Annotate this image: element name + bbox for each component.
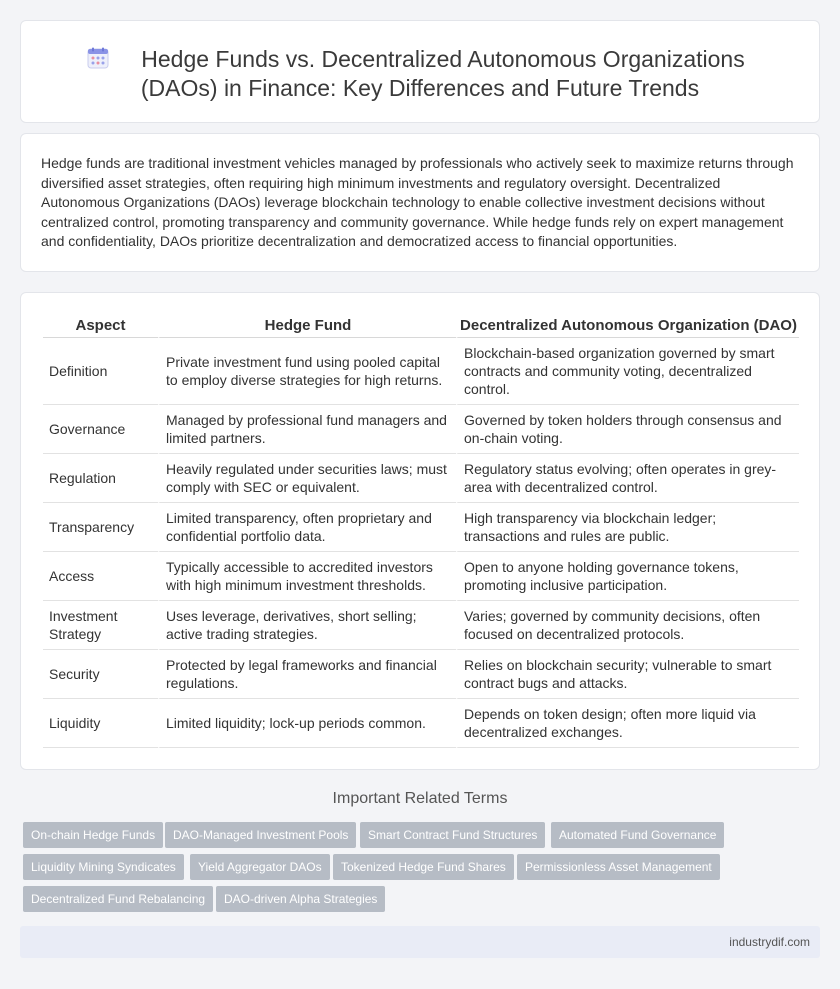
intro-paragraph: Hedge funds are traditional investment vehicles managed by professionals who actively seek to maximize returns through diversified asset strategies, often requiring high minimum investments and regulatory oversight. Decentralized Autonomous Organizations (DAOs) leverage blockchain technology to enable collective investment decisions without centralized control, promoting transparency and community governance. While hedge funds rely on expert management and confidentiality, DAOs prioritize decentralization and democratized access to financial opportunities. xyxy=(41,155,794,250)
dao-cell: Regulatory status evolving; often operates in grey-area with decentralized control. xyxy=(456,454,799,503)
related-terms-heading: Important Related Terms xyxy=(332,790,508,807)
related-tag[interactable]: On-chain Hedge Funds xyxy=(23,822,163,848)
hedge-fund-cell: Uses leverage, derivatives, short selling; active trading strategies. xyxy=(158,601,456,650)
aspect-cell: Transparency xyxy=(43,503,158,552)
header-hedge-fund: Hedge Fund xyxy=(158,313,456,338)
aspect-cell: Security xyxy=(43,650,158,699)
dao-cell: Governed by token holders through consensus and on-chain voting. xyxy=(456,405,799,454)
page-title xyxy=(21,45,819,103)
page-title-line2: (DAOs) in Finance: Key Differences and Future Trends xyxy=(140,75,700,101)
hedge-fund-cell: Managed by professional fund managers and limited partners. xyxy=(158,405,456,454)
table-row xyxy=(43,650,799,699)
related-tag[interactable]: Automated Fund Governance xyxy=(551,822,724,848)
table-row xyxy=(43,503,799,552)
footer-bar xyxy=(20,926,820,958)
table-row xyxy=(43,699,799,748)
table-row xyxy=(43,601,799,650)
related-tag[interactable]: Permissionless Asset Management xyxy=(517,854,720,880)
page-title-line1: Hedge Funds vs. Decentralized Autonomous Organizations xyxy=(141,46,745,72)
table-header-row xyxy=(43,313,799,338)
aspect-cell: Investment Strategy xyxy=(43,601,158,650)
header-dao: Decentralized Autonomous Organization (DAO) xyxy=(456,313,799,338)
aspect-cell: Governance xyxy=(43,405,158,454)
dao-cell: Open to anyone holding governance tokens, promoting inclusive participation. xyxy=(456,552,799,601)
dao-cell: Varies; governed by community decisions, often focused on decentralized protocols. xyxy=(456,601,799,650)
hedge-fund-cell: Protected by legal frameworks and financial regulations. xyxy=(158,650,456,699)
title-card xyxy=(20,20,820,123)
aspect-cell: Regulation xyxy=(43,454,158,503)
intro-card xyxy=(20,133,820,272)
related-tag[interactable]: DAO-driven Alpha Strategies xyxy=(216,886,385,912)
dao-cell: Blockchain-based organization governed by smart contracts and community voting, decentralized control. xyxy=(456,338,799,405)
related-tag[interactable]: Decentralized Fund Rebalancing xyxy=(23,886,213,912)
hedge-fund-cell: Typically accessible to accredited investors with high minimum investment thresholds. xyxy=(158,552,456,601)
comparison-table xyxy=(43,313,799,748)
related-tag[interactable]: Yield Aggregator DAOs xyxy=(190,854,330,880)
dao-cell: High transparency via blockchain ledger; transactions and rules are public. xyxy=(456,503,799,552)
aspect-cell: Liquidity xyxy=(43,699,158,748)
table-row xyxy=(43,454,799,503)
table-row xyxy=(43,405,799,454)
dao-cell: Depends on token design; often more liquid via decentralized exchanges. xyxy=(456,699,799,748)
related-tag[interactable]: DAO-Managed Investment Pools xyxy=(165,822,356,848)
related-tag[interactable]: Smart Contract Fund Structures xyxy=(360,822,545,848)
hedge-fund-cell: Heavily regulated under securities laws; must comply with SEC or equivalent. xyxy=(158,454,456,503)
dao-cell: Relies on blockchain security; vulnerable to smart contract bugs and attacks. xyxy=(456,650,799,699)
hedge-fund-cell: Limited transparency, often proprietary and confidential portfolio data. xyxy=(158,503,456,552)
table-row xyxy=(43,338,799,405)
table-row xyxy=(43,552,799,601)
comparison-card xyxy=(20,292,820,770)
footer-site[interactable]: industrydif.com xyxy=(729,935,810,949)
aspect-cell: Definition xyxy=(43,338,158,405)
hedge-fund-cell: Limited liquidity; lock-up periods common. xyxy=(158,699,456,748)
related-tag[interactable]: Tokenized Hedge Fund Shares xyxy=(333,854,514,880)
aspect-cell: Access xyxy=(43,552,158,601)
hedge-fund-cell: Private investment fund using pooled capital to employ diverse strategies for high returns. xyxy=(158,338,456,405)
related-tag[interactable]: Liquidity Mining Syndicates xyxy=(23,854,184,880)
header-aspect: Aspect xyxy=(43,313,158,338)
